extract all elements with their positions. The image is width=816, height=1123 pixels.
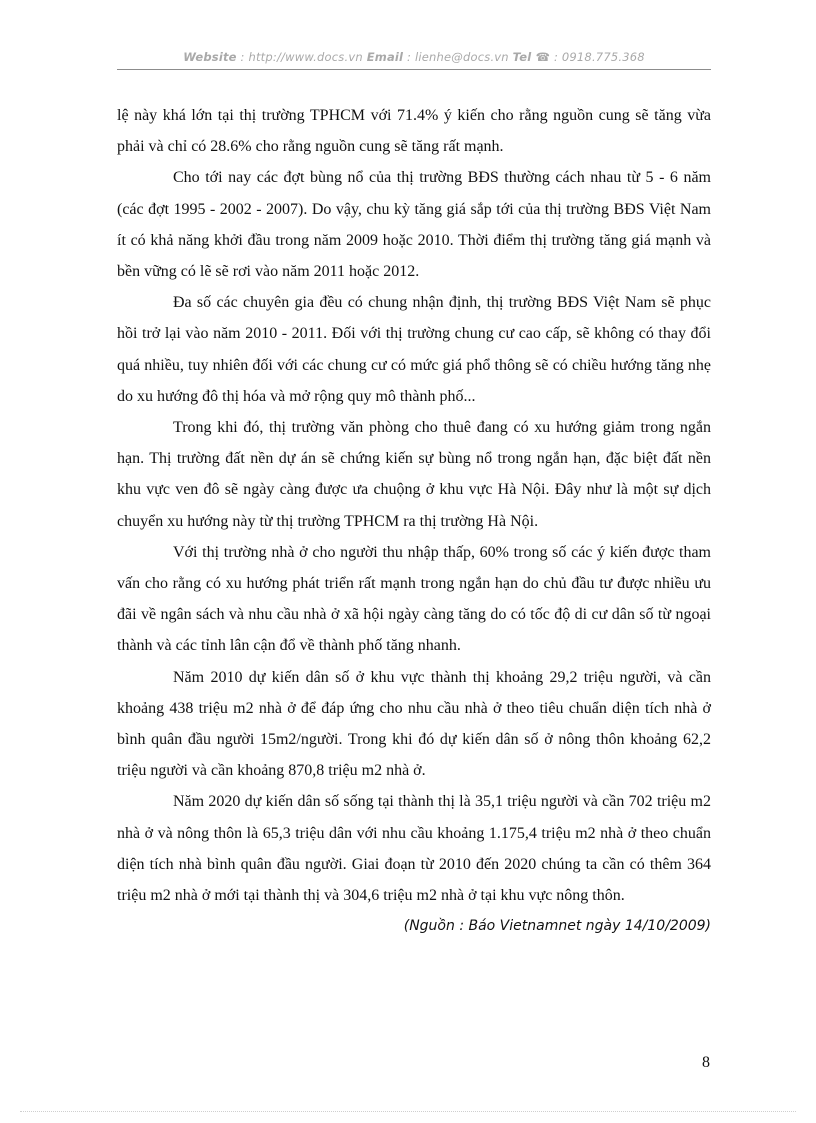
tel-label: Tel ☎ — [512, 50, 551, 64]
paragraph-3: Đa số các chuyên gia đều có chung nhận định, thị trường BĐS Việt Nam sẽ phục hồi trở lại vào năm 2010 - 2011. Đối với thị trường chung cư cao cấp, sẽ không có thay đổi quá nhiều, tuy nhiên đối với các chung cư có mức giá phổ thông sẽ có chiều hướng tăng nhẹ do xu hướng đô thị hóa và mở rộng quy mô thành phố... — [117, 294, 711, 405]
website-label: Website — [183, 50, 237, 64]
email-label: Email — [366, 50, 404, 64]
tel-value: : 0918.775.368 — [550, 50, 645, 64]
paragraph-1: lệ này khá lớn tại thị trường TPHCM với 71.4% ý kiến cho rằng nguồn cung sẽ tăng vừa phải và chỉ có 28.6% cho rằng nguồn cung sẽ tăng rất mạnh. — [117, 107, 711, 156]
paragraph-4: Trong khi đó, thị trường văn phòng cho thuê đang có xu hướng giảm trong ngắn hạn. Thị trường đất nền dự án sẽ chứng kiến sự bùng nổ trong ngắn hạn, đặc biệt đất nền khu vực ven đô sẽ ngày càng được ưa chuộng ở khu vực Hà Nội. Đây như là một sự dịch chuyển xu hướng này từ thị trường TPHCM ra thị trường Hà Nội. — [117, 419, 711, 530]
email-value: : lienhe@docs.vn — [403, 50, 513, 64]
paragraph-5: Với thị trường nhà ở cho người thu nhập thấp, 60% trong số các ý kiến được tham vấn cho rằng có xu hướng phát triển rất mạnh trong ngắn hạn do chủ đầu tư được nhiều ưu đãi về ngân sách và nhu cầu nhà ở xã hội ngày càng tăng do có tốc độ di cư dân số từ ngoại thành và các tỉnh lân cận đổ về thành phố tăng nhanh. — [117, 543, 711, 655]
footer-divider — [20, 1111, 796, 1112]
paragraph-2: Cho tới nay các đợt bùng nổ của thị trường BĐS thường cách nhau từ 5 - 6 năm (các đợt 1995 - 2002 - 2007). Do vậy, chu kỳ tăng giá sắp tới của thị trường BĐS Việt Nam ít có khả năng khởi đầu trong năm 2009 hoặc 2010. Thời điểm thị trường tăng giá mạnh và bền vững có lẽ sẽ rơi vào năm 2011 hoặc 2012. — [117, 169, 711, 281]
page-header — [117, 50, 711, 64]
page-number: 8 — [702, 1054, 710, 1071]
paragraph-6: Năm 2010 dự kiến dân số ở khu vực thành thị khoảng 29,2 triệu người, và cần khoảng 438 triệu m2 nhà ở để đáp ứng cho nhu cầu nhà ở theo tiêu chuẩn diện tích nhà ở bình quân đầu người 15m2/người. Trong khi đó dự kiến dân số ở nông thôn khoảng 62,2 triệu người và cần khoảng 870,8 triệu m2 nhà ở. — [117, 668, 711, 780]
paragraph-7: Năm 2020 dự kiến dân số sống tại thành thị là 35,1 triệu người và cần 702 triệu m2 nhà ở và nông thôn là 65,3 triệu dân với nhu cầu khoảng 1.175,4 triệu m2 nhà ở theo chuẩn diện tích nhà bình quân đầu người. Giai đoạn từ 2010 đến 2020 chúng ta cần có thêm 364 triệu m2 nhà ở mới tại thành thị và 304,6 triệu m2 nhà ở tại khu vực nông thôn. — [117, 793, 711, 905]
website-value: : http://www.docs.vn — [236, 50, 367, 64]
document-body — [117, 100, 711, 942]
header-divider — [117, 69, 711, 70]
source-citation: (Nguồn : Báo Vietnamnet ngày 14/10/2009) — [403, 918, 711, 935]
